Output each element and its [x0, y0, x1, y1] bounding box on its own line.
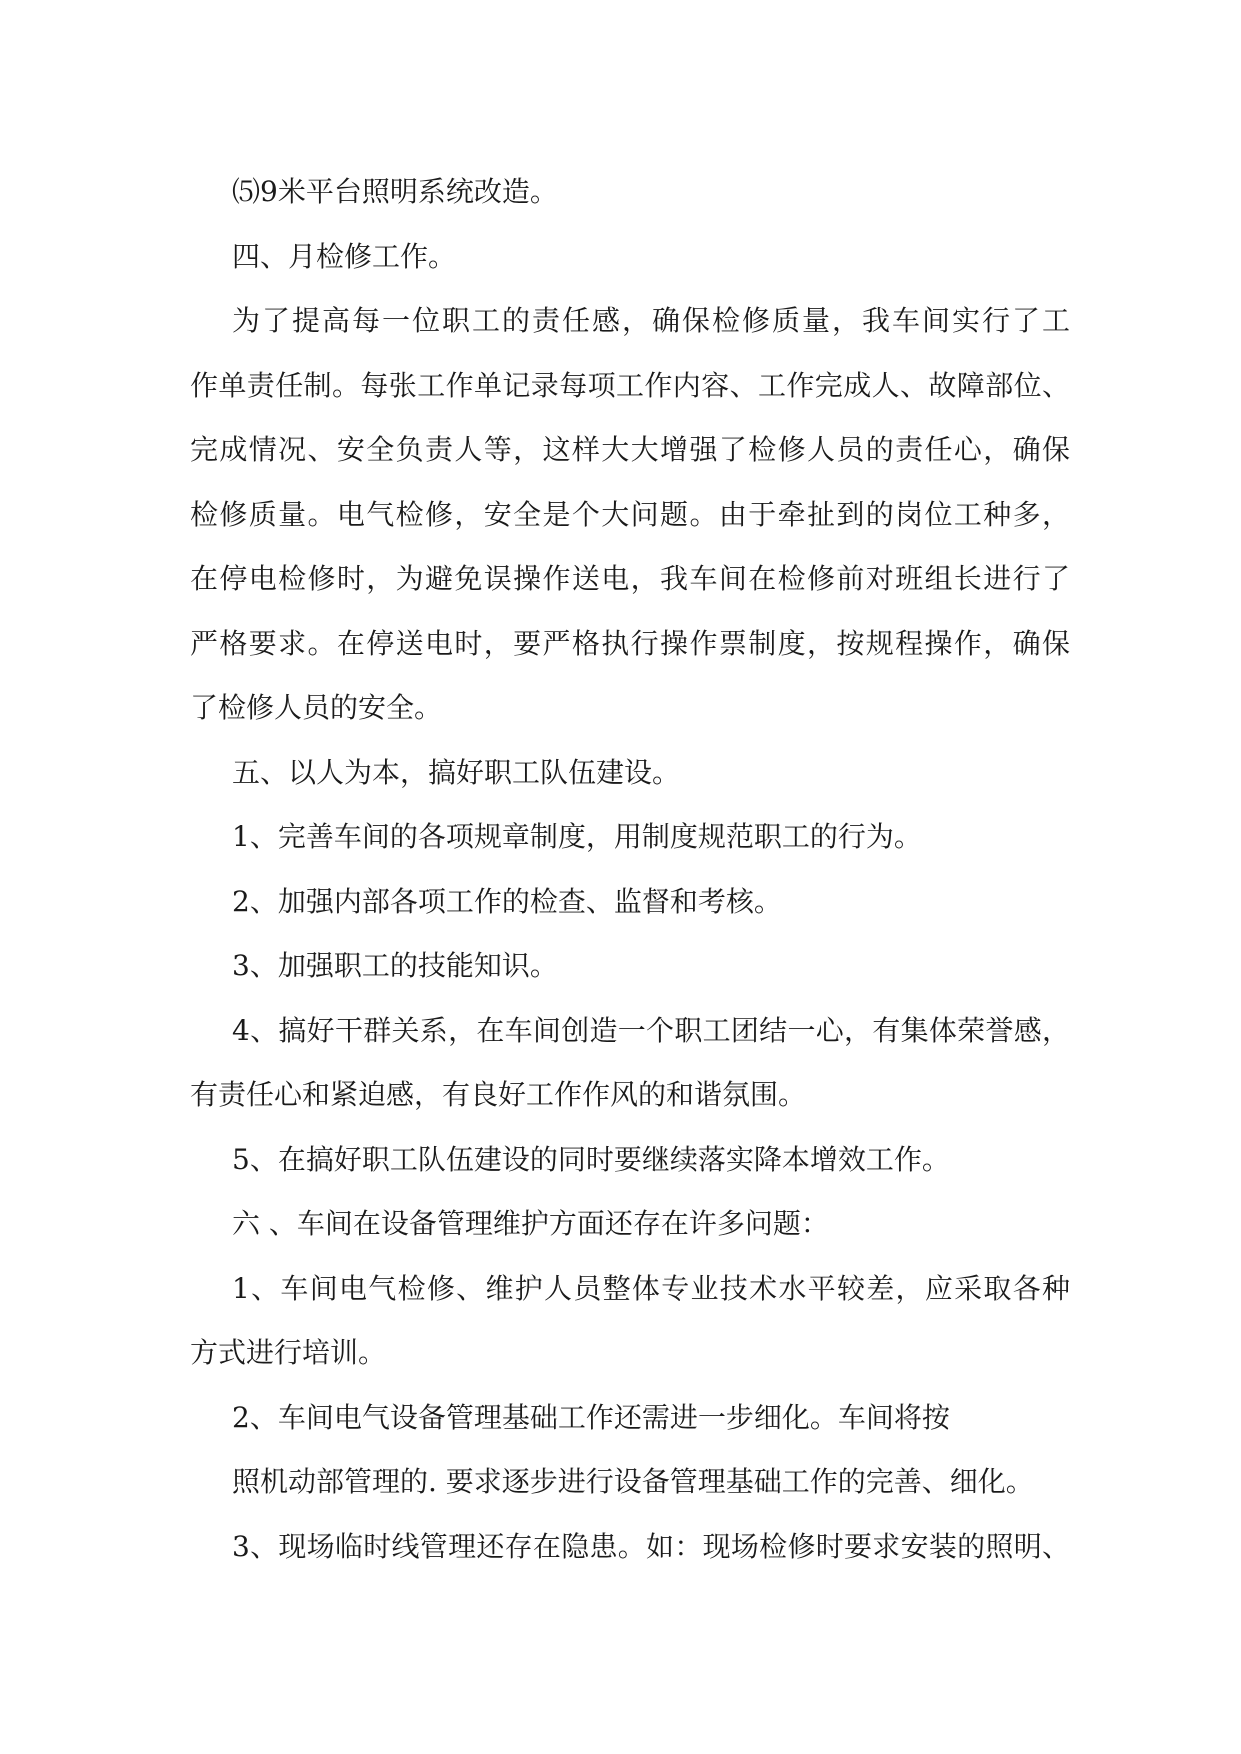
- text-line: ⑸9米平台照明系统改造。: [232, 175, 558, 208]
- text-line: 了检修人员的安全。: [190, 691, 443, 724]
- text-line: 作单责任制。每张工作单记录每项工作内容、工作完成人、故障部位、: [190, 368, 1070, 402]
- text-line: 1、完善车间的各项规章制度，用制度规范职工的行为。: [232, 820, 922, 853]
- text-line: 五、以人为本，搞好职工队伍建设。: [232, 755, 681, 789]
- text-line: 在停电检修时，为避免误操作送电，我车间在检修前对班组长进行了: [190, 562, 1070, 595]
- text-line: 1、车间电气检修、维护人员整体专业技术水平较差，应采取各种: [232, 1271, 1070, 1305]
- text-line: 为了提高每一位职工的责任感，确保检修质量，我车间实行了工: [232, 304, 1070, 337]
- text-line: 2、加强内部各项工作的检查、监督和考核。: [232, 884, 782, 918]
- text-line: 3、现场临时线管理还存在隐患。如：现场检修时要求安装的照明、: [232, 1529, 1070, 1563]
- text-line: 照机动部管理的. 要求逐步进行设备管理基础工作的完善、细化。: [232, 1465, 1034, 1498]
- text-line: 六 、车间在设备管理维护方面还存在许多问题：: [232, 1207, 829, 1240]
- text-line: 5、在搞好职工队伍建设的同时要继续落实降本增效工作。: [232, 1142, 950, 1176]
- text-line: 3、加强职工的技能知识。: [232, 949, 558, 982]
- text-line: 有责任心和紧迫感，有良好工作作风的和谐氛围。: [190, 1078, 807, 1111]
- text-line: 完成情况、安全负责人等，这样大大增强了检修人员的责任心，确保: [190, 433, 1070, 466]
- document-body: [190, 160, 1070, 1579]
- text-line: 严格要求。在停送电时，要严格执行操作票制度，按规程操作，确保: [190, 626, 1070, 660]
- text-line: 检修质量。电气检修，安全是个大问题。由于牵扯到的岗位工种多，: [190, 497, 1070, 531]
- text-line: 2、车间电气设备管理基础工作还需进一步细化。车间将按: [232, 1400, 950, 1434]
- text-line: 4、搞好干群关系，在车间创造一个职工团结一心，有集体荣誉感，: [232, 1013, 1070, 1047]
- text-line: 四、月检修工作。: [232, 239, 457, 273]
- text-line: 方式进行培训。: [190, 1336, 387, 1369]
